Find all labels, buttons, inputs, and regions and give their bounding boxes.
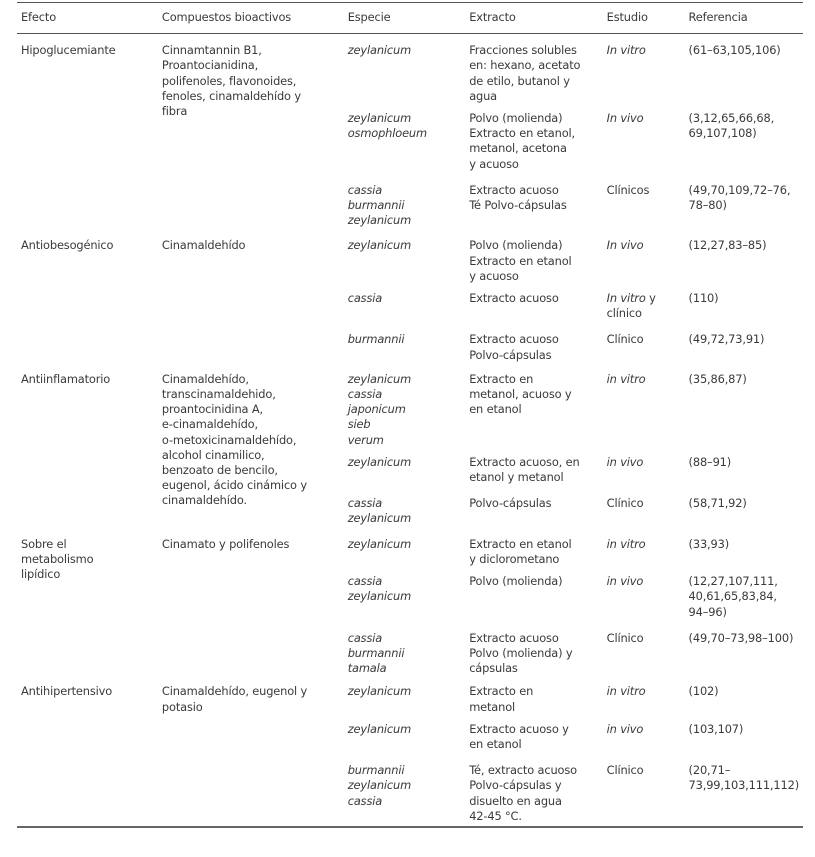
extracto-cell-line: en etanol [469,402,522,417]
extracto-cell-line: de etilo, butanol y [469,73,570,88]
referencia-cell [685,448,803,485]
extracto-cell-line: Extracto acuoso [469,291,559,306]
referencia-cell [685,715,803,752]
extracto-cell [465,172,602,229]
extracto-cell-line: etanol y metanol [469,470,564,485]
compuestos-cell-line: potasio [161,699,203,714]
referencia-cell-line: 78–80) [688,198,727,213]
referencia-cell-line: (58,71,92) [688,496,747,511]
especie-cell-line: zeylanicum [347,589,412,604]
table-row [17,527,803,567]
efecto-cell-line: metabolismo [21,551,94,566]
extracto-cell-line: Polvo (molienda) [469,238,563,253]
header-referencia: Referencia [688,10,748,24]
extracto-cell [465,448,602,485]
especie-cell-line: burmannii [347,198,405,213]
especie-cell [344,676,465,714]
especie-cell [344,485,465,526]
especie-cell-line: zeylanicum [347,721,412,736]
extracto-cell [465,485,602,526]
referencia-cell-line: 94–96) [688,604,727,619]
bottom-rule [17,827,803,828]
especie-cell-line: cassia [347,630,383,645]
compuestos-cell [158,363,344,527]
referencia-cell-line: (103,107) [688,721,744,736]
especie-cell-line: cassia [347,793,383,808]
compuestos-cell-line: fibra [161,104,188,119]
compuestos-cell-line: o-metoxicinamaldehído, [161,432,297,447]
especie-cell [344,104,465,172]
estudio-cell-line: In vitro [606,43,646,58]
extracto-cell-line: Polvo-cápsulas [469,347,552,362]
extracto-cell [465,527,602,567]
referencia-cell-line: 40,61,65,83,84, [688,589,777,604]
compuestos-cell-line: polifenoles, flavonoides, [161,73,297,88]
estudio-cell [603,228,685,284]
referencia-cell [685,527,803,567]
compuestos-cell-line: Cinamaldehído, [161,371,249,386]
efecto-cell-line: Hipoglucemiante [21,43,116,58]
compuestos-cell [158,676,344,827]
estudio-cell-line: clínico [606,306,642,321]
referencia-cell [685,321,803,362]
extracto-cell [465,284,602,321]
compuestos-cell-line: fenoles, cinamaldehído y [161,88,301,103]
header-row [17,3,803,34]
extracto-cell-line: y diclorometano [469,551,560,566]
extracto-cell-line: metanol, acuoso y [469,387,572,402]
especie-cell-line: zeylanicum [347,111,412,126]
extracto-cell [465,567,602,620]
efecto-cell [17,34,158,229]
referencia-cell [685,620,803,677]
estudio-cell-line: in vitro [606,684,646,699]
extracto-cell-line: disuelto en agua [469,793,562,808]
estudio-cell-plain-part: y [645,291,656,306]
extracto-cell-line: Extracto en etanol [469,253,572,268]
especie-cell-line: tamala [347,661,387,676]
compuestos-cell-line: Proantocianidina, [161,58,259,73]
table-row [17,228,803,284]
extracto-cell-line: Polvo (molienda) [469,111,563,126]
referencia-cell-line: (35,86,87) [688,371,747,386]
especie-cell-line: zeylanicum [347,43,412,58]
referencia-cell [685,485,803,526]
especie-cell [344,752,465,827]
extracto-cell-line: Extracto acuoso, en [469,454,580,469]
especie-cell [344,448,465,485]
estudio-cell [603,485,685,526]
compuestos-cell [158,527,344,677]
extracto-cell-line: 42-45 °C. [469,808,522,823]
referencia-cell-line: (110) [688,291,719,306]
compuestos-cell-line: eugenol, ácido cinámico y [161,478,307,493]
estudio-cell-line: Clínico [606,630,644,645]
estudio-cell-line: Clínico [606,763,644,778]
compuestos-cell [158,228,344,362]
compuestos-cell [158,34,344,229]
extracto-cell [465,104,602,172]
header-efecto: Efecto [21,10,57,24]
referencia-cell-line: (20,71– [688,763,731,778]
especie-cell-line: burmannii [347,763,405,778]
extracto-cell-line: Extracto en [469,684,534,699]
especie-cell-line: burmannii [347,645,405,660]
especie-cell [344,567,465,620]
extracto-cell [465,228,602,284]
extracto-cell-line: Extracto acuoso [469,332,559,347]
extracto-cell-line: y acuoso [469,268,519,283]
table-body [17,34,803,827]
especie-cell-line: cassia [347,182,383,197]
referencia-cell-line: (12,27,107,111, [688,574,778,589]
estudio-cell [603,676,685,714]
estudio-cell [603,284,685,321]
estudio-cell [603,567,685,620]
extracto-cell [465,620,602,677]
compuestos-cell-line: Cinamaldehído [161,238,246,253]
extracto-cell [465,34,602,104]
referencia-cell-line: 73,99,103,111,112) [688,778,799,793]
especie-cell [344,715,465,752]
header-estudio: Estudio [606,10,648,24]
compuestos-cell-line: proantocinidina A, [161,402,263,417]
extracto-cell [465,363,602,448]
estudio-cell-line: in vivo [606,721,644,736]
referencia-cell-line: (88–91) [688,454,732,469]
extracto-cell-line: Fracciones solubles [469,43,577,58]
table-row [17,676,803,714]
referencia-cell [685,104,803,172]
efecto-cell-line: Antiobesogénico [21,238,114,253]
especie-cell [344,172,465,229]
extracto-cell-line: Polvo (molienda) y [469,645,573,660]
extracto-cell-line: Extracto acuoso y [469,721,569,736]
referencia-cell [685,172,803,229]
extracto-cell [465,715,602,752]
estudio-cell-line: In vivo [606,238,644,253]
extracto-cell-line: y acuoso [469,156,519,171]
extracto-cell-line: Té Polvo-cápsulas [469,198,567,213]
estudio-cell-line: in vivo [606,574,644,589]
efecto-cell [17,363,158,527]
extracto-cell [465,321,602,362]
extracto-cell-line: Té, extracto acuoso [469,763,577,778]
extracto-cell [465,676,602,714]
extracto-cell-line: Extracto en [469,371,534,386]
referencia-cell-line: (33,93) [688,536,729,551]
efecto-cell [17,676,158,827]
estudio-cell [603,752,685,827]
especie-cell-line: zeylanicum [347,454,412,469]
table-row [17,34,803,104]
extracto-cell-line: en etanol [469,736,522,751]
referencia-cell [685,228,803,284]
efecto-cell-line: Antihipertensivo [21,684,113,699]
referencia-cell-line: (49,70,109,72–76, [688,182,791,197]
estudio-cell-line: In vivo [606,111,644,126]
table-row [17,363,803,448]
especie-cell-line: cassia [347,291,383,306]
extracto-cell [465,752,602,827]
especie-cell-line: zeylanicum [347,371,412,386]
estudio-cell [603,104,685,172]
estudio-cell [603,363,685,448]
estudio-cell [603,34,685,104]
header-especie: Especie [347,10,391,24]
extracto-cell-line: Polvo-cápsulas y [469,778,562,793]
efecto-cell-line: Sobre el [21,536,67,551]
estudio-cell [603,715,685,752]
table-header [17,3,803,34]
referencia-cell-line: 69,107,108) [688,126,757,141]
extracto-cell-line: Extracto en etanol, [469,126,575,141]
referencia-cell-line: (49,70–73,98–100) [688,630,794,645]
extracto-cell-line: en: hexano, acetato [469,58,581,73]
especie-cell [344,527,465,567]
especie-cell-line: cassia [347,574,383,589]
especie-cell-line: zeylanicum [347,238,412,253]
referencia-cell-line: (102) [688,684,719,699]
referencia-cell-line: (3,12,65,66,68, [688,111,775,126]
compuestos-cell-line: alcohol cinamilico, [161,447,265,462]
estudio-cell-line: in vitro [606,536,646,551]
especie-cell [344,34,465,104]
estudio-cell-line: in vitro [606,371,646,386]
especie-cell-line: burmannii [347,332,405,347]
compuestos-cell-line: transcinamaldehido, [161,387,276,402]
extracto-cell-line: Extracto acuoso [469,630,559,645]
efecto-cell [17,228,158,362]
extracto-cell-line: Extracto en etanol [469,536,572,551]
estudio-cell [603,172,685,229]
estudio-cell [603,620,685,677]
extracto-cell-line: Polvo-cápsulas [469,496,552,511]
header-extracto: Extracto [469,10,516,24]
especie-cell-line: verum [347,432,384,447]
estudio-cell-line: Clínico [606,496,644,511]
header-compuestos: Compuestos bioactivos [161,10,292,24]
estudio-cell-line: Clínicos [606,182,650,197]
especie-cell [344,284,465,321]
especie-cell-line: japonicum [347,402,406,417]
compuestos-cell-line: Cinamaldehído, eugenol y [161,684,308,699]
especie-cell [344,321,465,362]
especie-cell-line: zeylanicum [347,684,412,699]
compuestos-cell-line: e-cinamaldehído, [161,417,258,432]
especie-cell-line: zeylanicum [347,511,412,526]
especie-cell [344,228,465,284]
referencia-cell [685,363,803,448]
estudio-cell-line: in vivo [606,454,644,469]
extracto-cell-line: metanol [469,699,516,714]
especie-cell [344,363,465,448]
referencia-cell [685,752,803,827]
extracto-cell-line: Polvo (molienda) [469,574,563,589]
referencia-cell-line: (12,27,83–85) [688,238,767,253]
especie-cell-line: sieb [347,417,371,432]
extracto-cell-line: metanol, acetona [469,141,567,156]
referencia-cell [685,567,803,620]
estudio-cell-italic-part: In vitro [606,291,646,306]
referencia-cell [685,676,803,714]
referencia-cell [685,284,803,321]
estudio-cell-line [607,291,681,306]
extracto-cell-line: agua [469,88,497,103]
estudio-cell [603,321,685,362]
especie-cell-line: cassia [347,387,383,402]
table-footer-rule [17,827,803,828]
referencia-cell-line: (49,72,73,91) [688,332,765,347]
estudio-cell-line: Clínico [606,332,644,347]
especie-cell-line: zeylanicum [347,213,412,228]
cinnamon-effects-table [17,2,803,828]
efecto-cell [17,527,158,677]
estudio-cell [603,527,685,567]
referencia-cell [685,34,803,104]
especie-cell [344,620,465,677]
compuestos-cell-line: Cinamato y polifenoles [161,536,290,551]
referencia-cell-line: (61–63,105,106) [688,43,781,58]
especie-cell-line: zeylanicum [347,536,412,551]
especie-cell-line: zeylanicum [347,778,412,793]
extracto-cell-line: Extracto acuoso [469,182,559,197]
compuestos-cell-line: Cinnamtannin B1, [161,43,262,58]
compuestos-cell-line: benzoato de bencilo, [161,463,278,478]
extracto-cell-line: cápsulas [469,661,518,676]
especie-cell-line: osmophloeum [347,126,427,141]
efecto-cell-line: lipídico [21,567,61,582]
estudio-cell [603,448,685,485]
especie-cell-line: cassia [347,496,383,511]
efecto-cell-line: Antiinflamatorio [21,371,111,386]
compuestos-cell-line: cinamaldehído. [161,493,247,508]
